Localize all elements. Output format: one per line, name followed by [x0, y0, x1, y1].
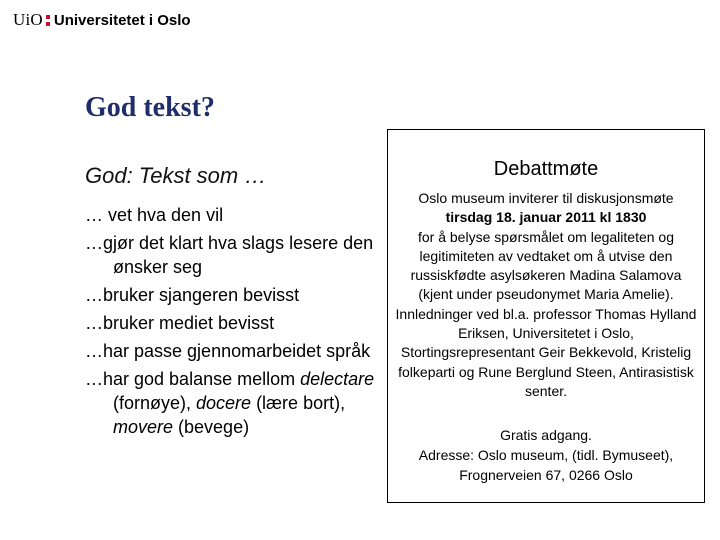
announcement-date: tirsdag 18. januar 2011 kl 1830	[445, 209, 647, 226]
university-logo	[13, 9, 191, 31]
announcement-speakers: Innledninger ved bl.a. professor Thomas Hylland Eriksen, Universitetet i Oslo, Stortingsrepresentant Geir Bekkevold, Kristelig folkeparti og Rune Berglund Steen, Antirasistisk senter.	[395, 305, 697, 399]
term-docere: docere	[196, 393, 252, 413]
term-delectare: delectare	[300, 369, 375, 389]
criteria-item: …bruker sjangeren bevisst	[85, 285, 300, 305]
criteria-section	[85, 163, 385, 443]
announcement-footer	[388, 425, 704, 485]
debate-announcement-box	[387, 129, 705, 503]
criteria-subheading: God: Tekst som …	[85, 163, 267, 188]
logo-university-name: Universitetet i Oslo	[53, 11, 191, 29]
criteria-item-balance	[85, 367, 385, 439]
page-title: God tekst?	[85, 92, 215, 123]
criteria-item: …gjør det klart hva slags lesere den ønsker seg	[85, 233, 374, 277]
gloss-delectare: (fornøye),	[113, 393, 197, 413]
criteria-item: …bruker mediet bevisst	[85, 313, 275, 333]
announcement-address: Adresse: Oslo museum, (tidl. Bymuseet), Frognerveien 67, 0266 Oslo	[418, 447, 674, 484]
criteria-item: … vet hva den vil	[85, 205, 224, 225]
announcement-admission: Gratis adgang.	[500, 427, 592, 444]
criteria-list	[85, 203, 385, 439]
term-movere: movere	[113, 417, 174, 437]
gloss-movere: (bevege)	[173, 417, 250, 437]
criteria-item: …har passe gjennomarbeidet språk	[85, 341, 371, 361]
logo-uio-text: UiO	[13, 10, 43, 29]
gloss-docere: (lære bort),	[251, 393, 346, 413]
announcement-purpose: for å belyse spørsmålet om legaliteten og legitimiteten av vedtaket om å utvise den russiskfødte asylsøkeren Madina Salamova (kjent under pseudonymet Maria Amelie).	[410, 228, 682, 303]
announcement-title: Debattmøte	[493, 158, 599, 180]
logo-colon-icon	[46, 15, 50, 26]
balance-prefix: …har god balanse mellom	[85, 369, 301, 389]
announcement-body	[388, 189, 704, 401]
announcement-invitation: Oslo museum inviterer til diskusjonsmøte	[418, 190, 674, 206]
